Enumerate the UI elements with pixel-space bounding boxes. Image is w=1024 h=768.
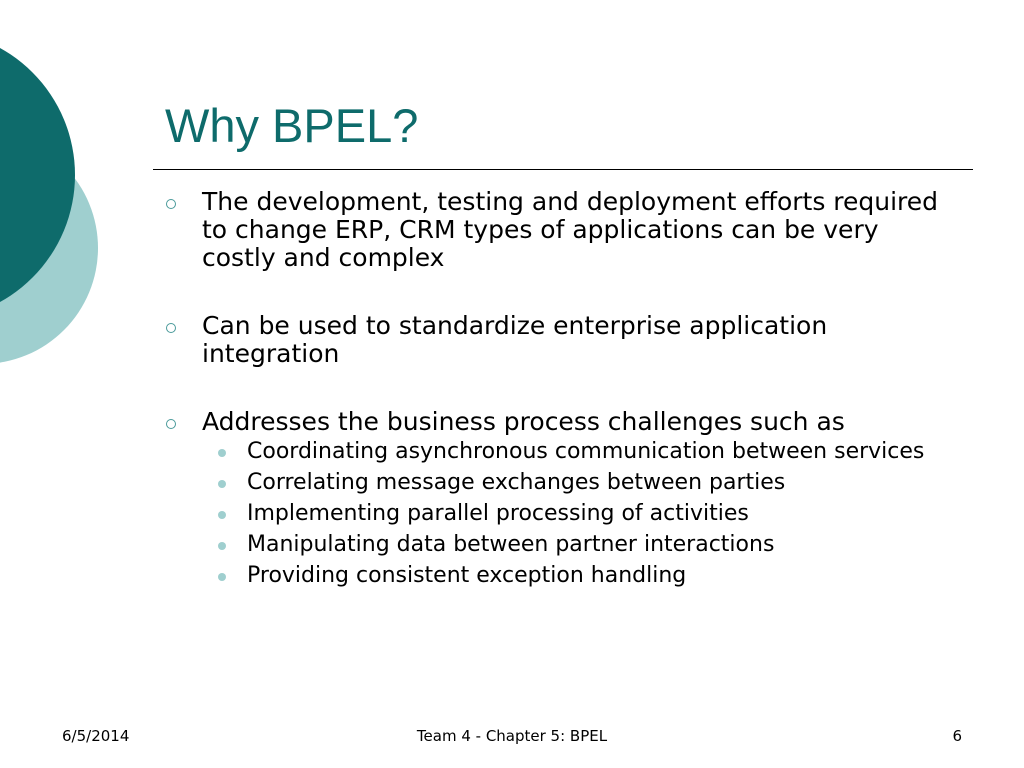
sub-bullet-text: Coordinating asynchronous communication between services — [247, 439, 925, 464]
sub-bullet-item — [215, 440, 950, 464]
sub-bullet-text: Manipulating data between partner interactions — [247, 532, 775, 557]
sub-bullet-item — [215, 533, 950, 557]
sub-bullet-text: Implementing parallel processing of activities — [247, 501, 749, 526]
sub-bullet-item — [215, 564, 950, 588]
filled-dot-bullet-icon — [218, 449, 226, 457]
bullet-item — [160, 312, 950, 368]
decorative-circles — [0, 0, 110, 410]
filled-dot-bullet-icon — [218, 542, 226, 550]
bullet-item — [160, 188, 950, 272]
slide-number: 6 — [952, 727, 962, 745]
bullet-item — [160, 408, 950, 436]
bullet-text: Addresses the business process challenges such as — [202, 407, 845, 436]
slide-title: Why BPEL? — [165, 99, 419, 152]
slide-content — [160, 188, 950, 595]
hollow-circle-bullet-icon — [166, 419, 176, 429]
sub-bullet-item — [215, 471, 950, 495]
filled-dot-bullet-icon — [218, 573, 226, 581]
footer-date: 6/5/2014 — [62, 727, 130, 745]
hollow-circle-bullet-icon — [166, 199, 176, 209]
sub-bullet-list — [215, 440, 950, 588]
sub-bullet-text: Providing consistent exception handling — [247, 563, 687, 588]
filled-dot-bullet-icon — [218, 511, 226, 519]
title-divider — [153, 169, 973, 170]
bullet-text: The development, testing and deployment efforts required to change ERP, CRM types of applications can be very costly and complex — [202, 187, 939, 272]
sub-bullet-item — [215, 502, 950, 526]
bullet-text: Can be used to standardize enterprise application integration — [202, 311, 828, 368]
filled-dot-bullet-icon — [218, 480, 226, 488]
footer-caption: Team 4 - Chapter 5: BPEL — [416, 727, 608, 745]
sub-bullet-text: Correlating message exchanges between parties — [247, 470, 786, 495]
hollow-circle-bullet-icon — [166, 323, 176, 333]
